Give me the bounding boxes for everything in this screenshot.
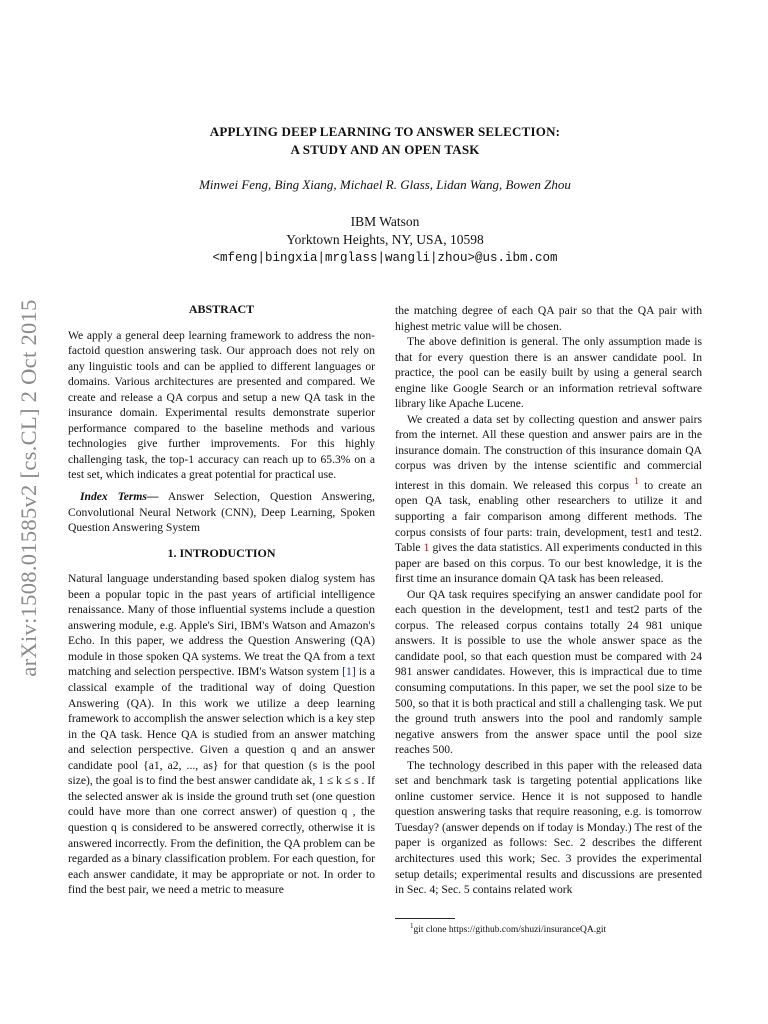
intro-paragraph-3: The above definition is general. The only assumption made is that for every question there is an answer candidate pool. In practice, the pool can be easily built by using a general search engine like Google Search or an information retrieval software library like Apache Lucene. xyxy=(395,335,702,411)
left-column xyxy=(68,302,375,898)
index-terms-text: Answer Selection, Question Answering, Convolutional Neural Network (CNN), Deep Learning, Spoken Question Answering System xyxy=(68,490,376,535)
address: Yorktown Heights, NY, USA, 10598 xyxy=(286,232,484,247)
arxiv-identifier xyxy=(14,258,44,718)
intro-paragraph-6: The technology described in this paper with the released data set and benchmark task is targeting potential applications like online customer service. Hence it is not supposed to handle question answering tasks that require reasoning, e.g. is tomorrow Tuesday? (answer depends on if today is Monday.) The rest of the paper is organized as follows: Sec. 2 describes the different architectures used this work; Sec. 3 provides the experimental setup details; experimental results and discussions are presented in Sec. 4; Sec. 5 contains related work xyxy=(395,758,702,897)
index-terms xyxy=(68,489,375,536)
footnote-text: git clone https://github.com/shuzi/insuranceQA.git xyxy=(413,925,607,936)
email-list: <mfeng|bingxia|mrglass|wangli|zhou>@us.ibm.com xyxy=(212,251,558,265)
citation-link[interactable]: [1] xyxy=(342,665,356,679)
intro-p4-part-a: We created a data set by collecting question and answer pairs from the internet. All these question and answer pairs are in the insurance domain. The construction of this insurance domain QA corpus was driven by the intense scientific and commercial interest in this domain. We released this corpus xyxy=(395,412,702,492)
affiliation-block xyxy=(100,213,670,267)
footnote-link[interactable]: 1 xyxy=(634,476,639,488)
intro-paragraph-1 xyxy=(68,571,375,897)
intro-paragraph-4 xyxy=(395,412,702,587)
intro-p4-part-b: to create an open QA task, enabling other researchers to utilize it and supporting a fair comparison among different methods. The corpus consists of four parts: train, development, test1 and test2. Table xyxy=(395,478,703,555)
paper-title xyxy=(100,123,670,159)
intro-heading: 1. INTRODUCTION xyxy=(167,545,276,560)
index-terms-label: Index Terms— xyxy=(80,490,159,504)
abstract-heading: ABSTRACT xyxy=(188,302,255,316)
intro-p4-part-c: gives the data statistics. All experiments conducted in this paper are based on this corpus. To our best knowledge, it is the first time an insurance domain QA task has been released. xyxy=(395,541,702,586)
affiliation: IBM Watson xyxy=(350,214,420,229)
right-column xyxy=(395,303,702,898)
intro-paragraph-5: Our QA task requires specifying an answer candidate pool for each question in the development, test1 and test2 parts of the corpus. The released corpus contains totally 24 981 unique answers. It is possible to use the whole answer space as the candidate pool, so that each question must be compared with 24 981 answer candidates. However, this is impractical due to time consuming computations. In this paper, we set the pool size to be 500, so that it is both practical and still a challenging task. We put the ground truth answers into the pool and randomly sample negative answers from the answer space until the pool size reaches 500. xyxy=(395,587,702,757)
abstract-text: We apply a general deep learning framework to address the non-factoid question answering task. Our approach does not rely on any linguistic tools and can be applied to different languages or domains. Various architectures are presented and compared. We create and release a QA corpus and setup a new QA task in the insurance domain. Experimental results demonstrate superior performance compared to the baseline methods and various technologies give further improvements. For this highly challenging task, the top-1 accuracy can reach up to 65.3% on a test set, which indicates a great potential for practical use. xyxy=(68,328,375,482)
author-list: Minwei Feng, Bing Xiang, Michael R. Glass, Lidan Wang, Bowen Zhou xyxy=(199,177,571,192)
footnote xyxy=(410,922,606,935)
footnote-mark: 1 xyxy=(410,922,414,930)
intro-p1-part-a: Natural language understanding based spoken dialog system has been a popular topic in the past years of artificial intelligence renaissance. Many of those influential systems include a question answering module, e.g. Apple's Siri, IBM's Watson and Amazon's Echo. In this paper, we address the Question Answering (QA) module in those spoken QA systems. We treat the QA from a text matching and selection perspective. IBM's Watson system xyxy=(68,572,375,679)
intro-p1-part-b: is a classical example of the traditional way of doing Question Answering (QA). In this work we utilize a deep learning framework to accomplish the answer selection which is a key step in the QA task. Hence QA is studied from an answer matching and selection perspective. Given a question q and an answer candidate pool {a1, a2, ..., as} for that question (s is the pool size), the goal is to find the best answer candidate ak, 1 ≤ k ≤ s . If the selected answer ak is inside the ground truth set (one question could have more than one correct answer) of question q , the question q is considered to be answered correctly, otherwise it is answered incorrectly. From the definition, the QA problem can be regarded as a binary classification problem. For each question, for each answer candidate, it may be appropriate or not. In order to find the best pair, we need a metric to measure xyxy=(68,665,375,897)
table-link[interactable]: 1 xyxy=(423,541,430,555)
arxiv-id-text: arXiv:1508.01585v2 [cs.CL] 2 Oct 2015 xyxy=(16,299,41,677)
footnote-rule xyxy=(395,918,455,919)
title-line-1: APPLYING DEEP LEARNING TO ANSWER SELECTION: xyxy=(209,124,561,139)
intro-paragraph-2: the matching degree of each QA pair so that the QA pair with highest metric value will be chosen. xyxy=(395,304,702,333)
title-line-2: A STUDY AND AN OPEN TASK xyxy=(290,142,480,157)
